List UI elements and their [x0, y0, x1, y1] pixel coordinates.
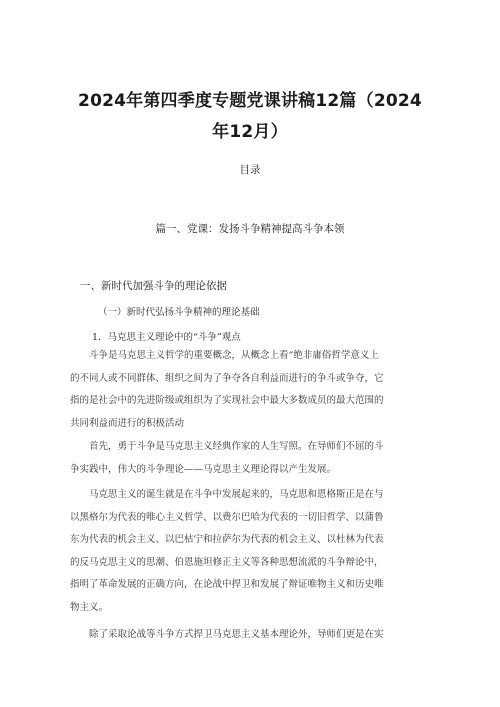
- body-paragraph: [70, 484, 436, 619]
- document-title-line-1: 2024年第四季度专题党课讲稿12篇（2024: [78, 91, 422, 111]
- paragraph-line: 物主义。: [70, 601, 109, 613]
- paragraph-line: 的不同人或不同群体、组织之间为了争夺各自利益而进行的争斗或争夺，它: [70, 372, 384, 384]
- paragraph-line: 首先，勇于斗争是马克思主义经典作家的人生写照。在导师们不屈的斗: [89, 441, 384, 452]
- paragraph-line: 指明了革命发展的正确方向，在论战中捍卫和发展了辩证唯物主义和历史唯: [70, 579, 384, 590]
- paragraph-line: 的反马克思主义的思潮、伯恩施坦修正主义等各种思想流派的斗争辩论中，: [70, 556, 384, 568]
- paragraph-line: 除了采取论战等斗争方式捍卫马克思主义基本理论外，导师们更是在实: [89, 629, 384, 640]
- subsection-heading: （一）新时代弘扬斗争精神的理论基础: [98, 307, 260, 318]
- paragraph-line: 指的是社会中的先进阶级或组织为了实现社会中最大多数成员的最大范围的: [70, 395, 384, 406]
- body-paragraph: [70, 624, 436, 647]
- document-title-line-2: 年12月）: [212, 122, 288, 142]
- body-paragraph: [70, 345, 436, 435]
- item-heading: 1．马克思主义理论中的“斗争”观点: [92, 332, 241, 343]
- body-paragraph: [70, 436, 436, 481]
- paragraph-line: 马克思主义的诞生就是在斗争中发展起来的，马克思和恩格斯正是在与: [89, 489, 384, 500]
- paragraph-line: 以黑格尔为代表的唯心主义哲学、以费尔巴哈为代表的一切旧哲学、以蒲鲁: [70, 511, 384, 523]
- section-heading: 一、新时代加强斗争的理论依据: [80, 280, 227, 292]
- paragraph-line: 共同利益而进行的积极活动: [70, 417, 185, 429]
- toc-label: 目录: [239, 164, 261, 176]
- paragraph-line: 东为代表的机会主义、以巴枯宁和拉萨尔为代表的机会主义、以杜林为代表: [70, 534, 384, 545]
- paragraph-line: 争实践中，伟大的斗争理论——马克思主义理论得以产生发展。: [70, 463, 337, 475]
- paragraph-line: 斗争是马克思主义哲学的重要概念，从概念上看“绝非庸俗哲学意义上: [89, 350, 379, 361]
- article-subtitle: 篇一、党课：发扬斗争精神提高斗争本领: [155, 223, 345, 235]
